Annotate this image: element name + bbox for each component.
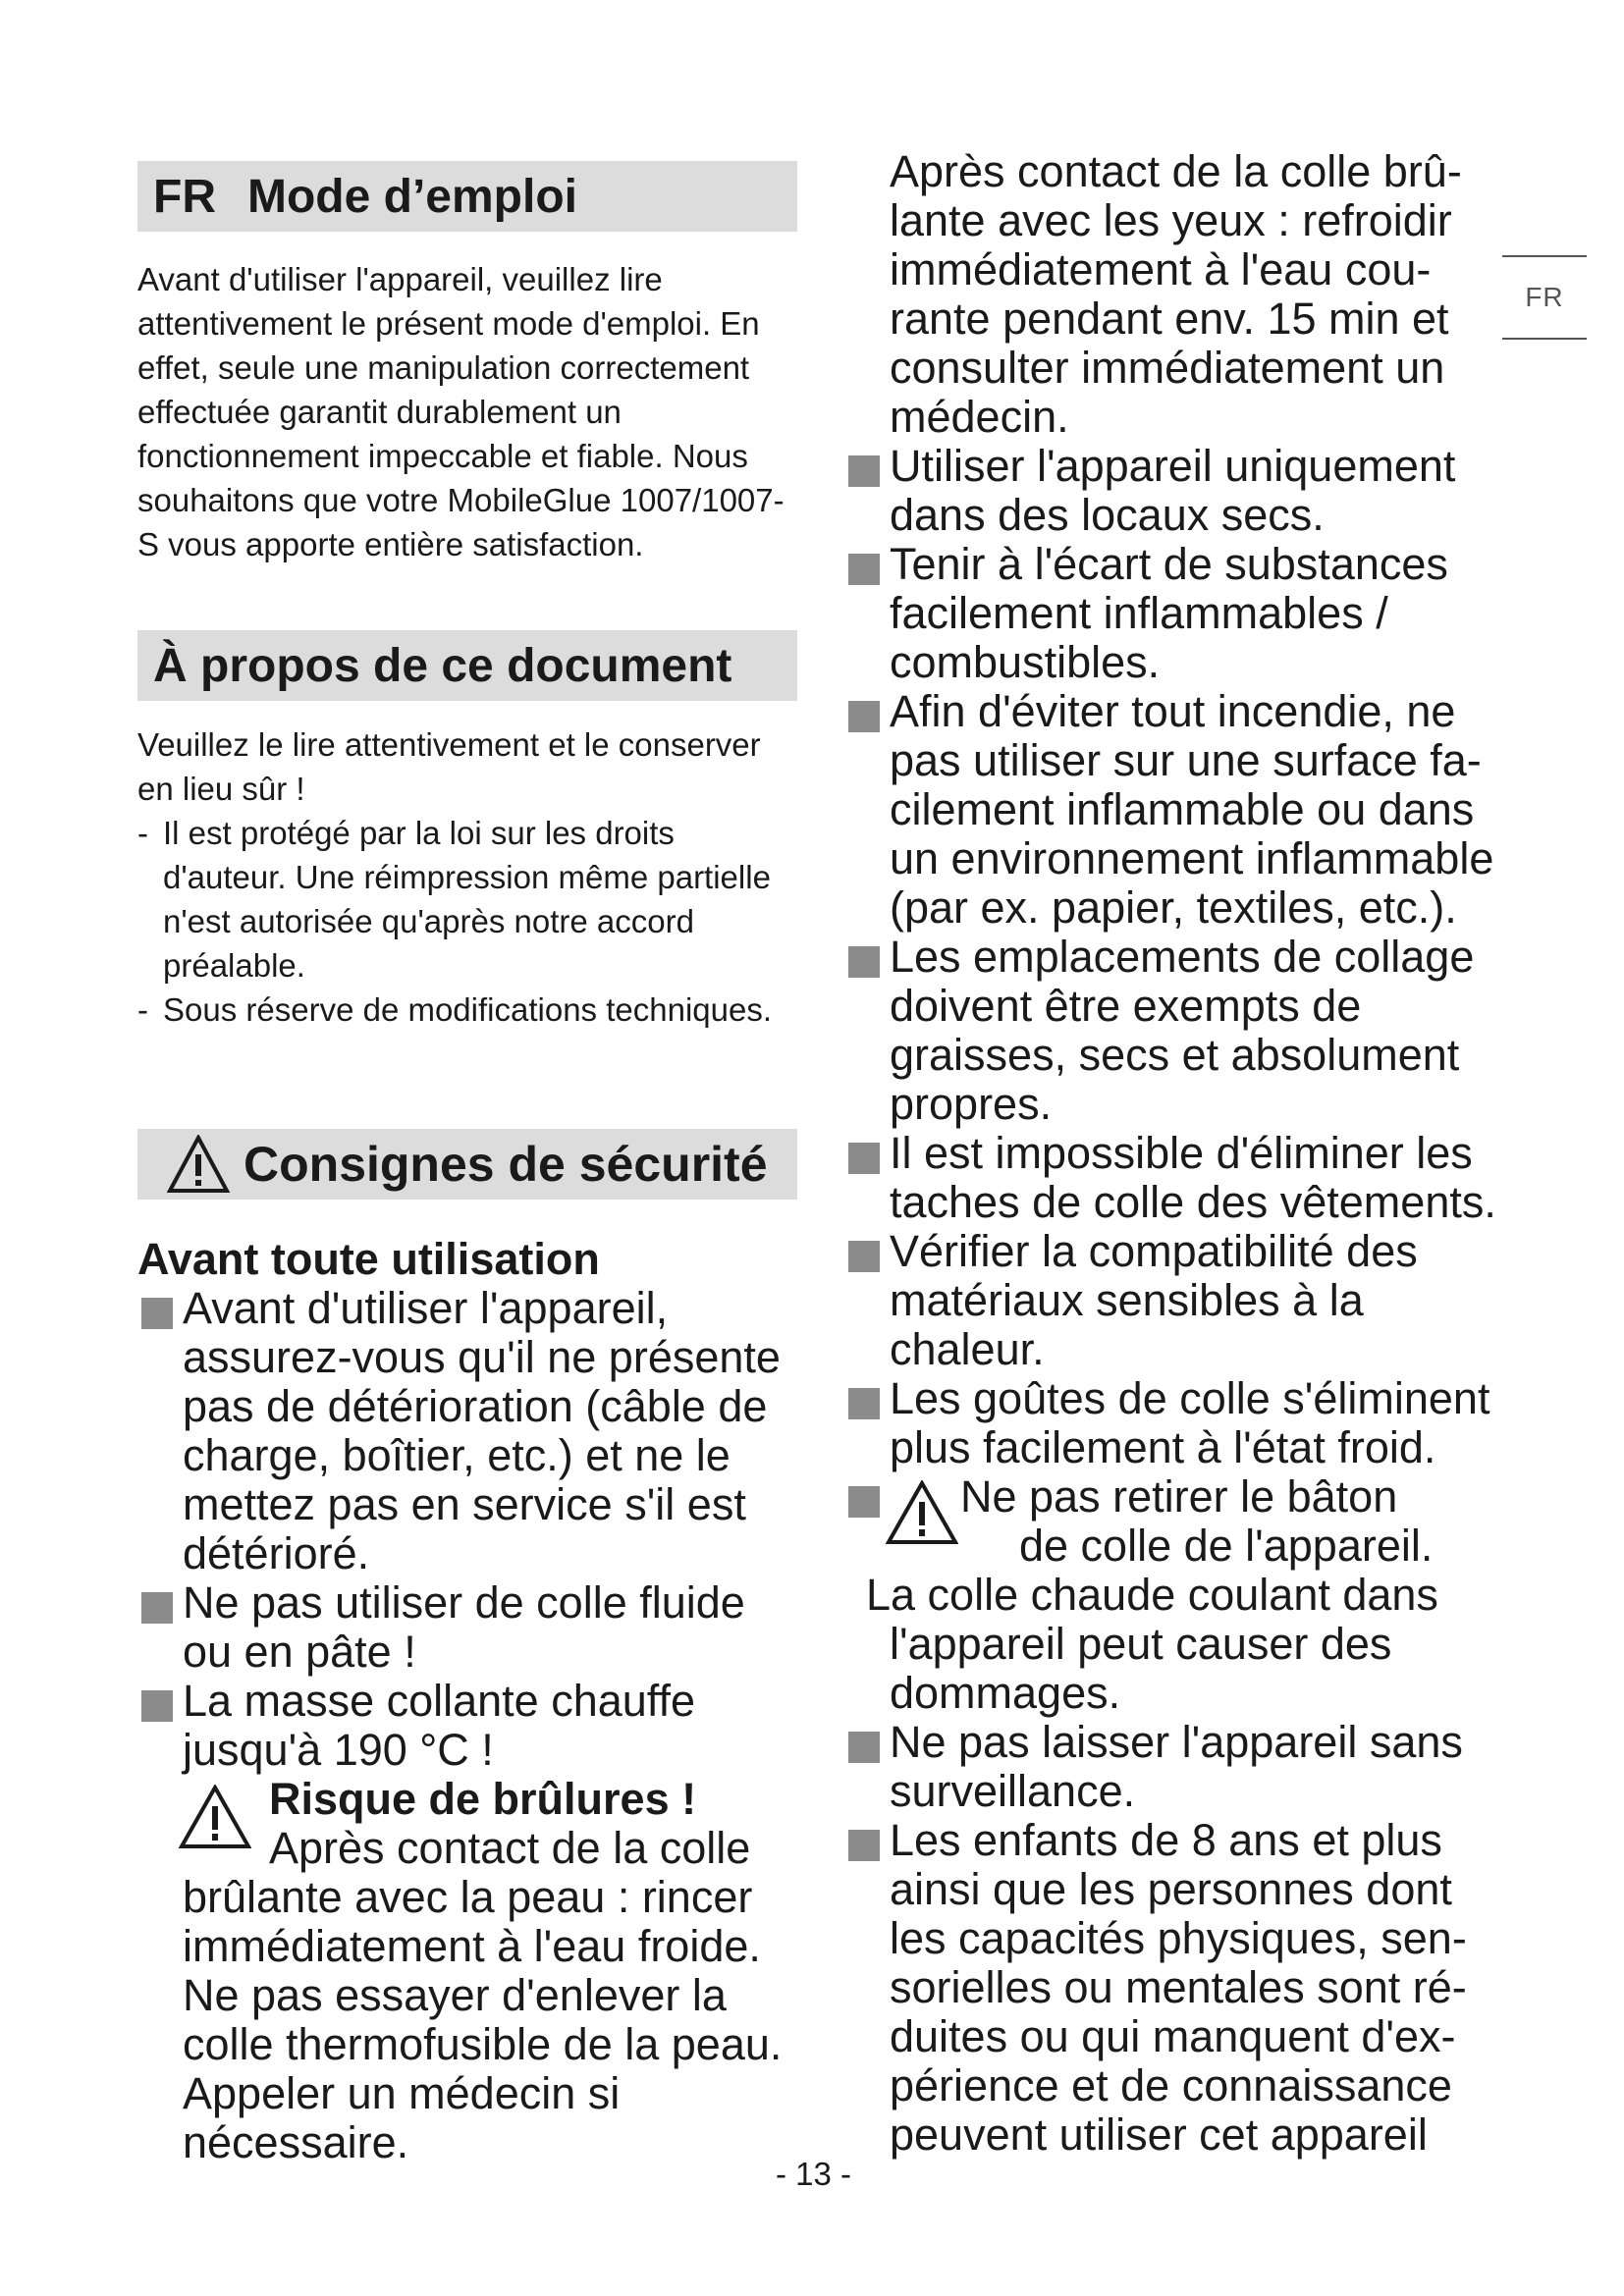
stick-warning-line1: Ne pas retirer le bâton bbox=[960, 1471, 1398, 1522]
stick-warning-line2: de colle de l'appareil. bbox=[1019, 1521, 1434, 1571]
section-safety-header bbox=[137, 1129, 797, 1200]
bullet-square-icon bbox=[848, 1732, 880, 1763]
section-mode-emploi-header bbox=[137, 161, 797, 232]
safety-right-list-a bbox=[844, 442, 1512, 1472]
about-intro: Veuillez le lire attentivement et le conserver en lieu sûr ! bbox=[137, 726, 761, 807]
language-tab bbox=[1502, 255, 1587, 340]
section-about-header bbox=[137, 630, 797, 701]
bullet-square-icon bbox=[848, 1388, 880, 1419]
safety-left-list bbox=[137, 1284, 805, 1775]
mode-emploi-intro: Avant d'utiliser l'appareil, veuillez lire attentivement le présent mode d'emploi. En effet, seule une manipulation correctement effectuée garantit durablement un fonctionnement impeccable et fiable. Nous souhaitons que votre MobileGlue 1007/1007-S vous apporte entière satisfaction. bbox=[137, 261, 785, 562]
safety-item: Ne pas utiliser de colle fluide ou en pâte ! bbox=[137, 1578, 805, 1677]
stick-warning-item bbox=[844, 1472, 1512, 1571]
stick-warning-rest: La colle chaude coulant dans l'appareil peut causer des dommages. bbox=[866, 1570, 1438, 1718]
bullet-square-icon bbox=[141, 1592, 173, 1624]
safety-item: Tenir à l'écart de substances facilement inflammables / combustibles. bbox=[844, 540, 1512, 687]
eye-contact-text: Après contact de la colle brûlante avec les yeux : refroidir immédiatement à l'eau courante pendant env. 15 min et consulter immédiatement un médecin. bbox=[890, 146, 1462, 442]
safety-item: La masse collante chauffe jusqu'à 190 °C ! bbox=[137, 1677, 805, 1775]
safety-item: Les goûtes de colle s'éliminent plus facilement à l'état froid. bbox=[844, 1374, 1512, 1472]
about-list bbox=[137, 811, 797, 1032]
section-safety-title: Consignes de sécurité bbox=[244, 1137, 768, 1192]
safety-item: Les enfants de 8 ans et plus ainsi que les personnes dont les capacités physiques, sensorielles ou mentales sont réduites ou qui manquent d'expérience et de connaissance peuvent utiliser cet appareil bbox=[844, 1816, 1512, 2160]
safety-item: Afin d'éviter tout incendie, ne pas utiliser sur une surface facilement inflammable ou dans un environnement inflammable (par ex. papier, textiles, etc.). bbox=[844, 687, 1512, 933]
burn-heading: Risque de brûlures ! bbox=[269, 1774, 697, 1824]
burn-warning-icon bbox=[179, 1785, 251, 1849]
burn-warning bbox=[137, 1775, 805, 2167]
bullet-square-icon bbox=[848, 1241, 880, 1272]
stick-warning-icon bbox=[886, 1480, 958, 1545]
safety-right-list-b bbox=[844, 1718, 1512, 2160]
section-mode-emploi-title: Mode d’emploi bbox=[246, 170, 577, 223]
safety-item: Avant d'utiliser l'appareil, assurez-vous qu'il ne présente pas de détérioration (câble de charge, boîtier, etc.) et ne le mettez pas en service s'il est détérioré. bbox=[137, 1284, 805, 1578]
bullet-square-icon bbox=[848, 946, 880, 978]
section-about-title: À propos de ce document bbox=[153, 639, 732, 692]
page-number: - 13 - bbox=[776, 2156, 852, 2192]
bullet-square-icon bbox=[848, 455, 880, 487]
about-item: - Il est protégé par la loi sur les droits d'auteur. Une réimpression même partielle n'est autorisée qu'après notre accord préalable. bbox=[137, 811, 797, 988]
bullet-square-icon bbox=[141, 1690, 173, 1722]
about-body bbox=[137, 722, 797, 1032]
safety-item: Utiliser l'appareil uniquement dans des locaux secs. bbox=[844, 442, 1512, 540]
warning-icon bbox=[167, 1135, 230, 1194]
bullet-square-icon bbox=[848, 554, 880, 585]
bullet-square-icon bbox=[848, 1486, 880, 1518]
safety-item: Ne pas laisser l'appareil sans surveillance. bbox=[844, 1718, 1512, 1816]
bullet-square-icon bbox=[848, 1830, 880, 1861]
safety-item: Vérifier la compatibilité des matériaux sensibles à la chaleur. bbox=[844, 1227, 1512, 1374]
bullet-square-icon bbox=[141, 1298, 173, 1329]
burn-text: Après contact de la colle brûlante avec la peau : rincer immédiatement à l'eau froide. Ne pas essayer d'enlever la colle thermofusible de la peau. Appeler un médecin si nécessaire. bbox=[183, 1823, 783, 2167]
bullet-square-icon bbox=[848, 701, 880, 732]
bullet-square-icon bbox=[848, 1143, 880, 1174]
safety-left-column bbox=[137, 1235, 805, 2167]
safety-subheading: Avant toute utilisation bbox=[137, 1234, 600, 1284]
about-item: - Sous réserve de modifications techniques. bbox=[137, 988, 797, 1032]
safety-right-column bbox=[844, 147, 1512, 2160]
section-mode-emploi-lang: FR bbox=[153, 170, 216, 223]
safety-item: Il est impossible d'éliminer les taches de colle des vêtements. bbox=[844, 1129, 1512, 1227]
safety-item: Les emplacements de collage doivent être exempts de graisses, secs et absolument propres. bbox=[844, 933, 1512, 1129]
language-tab-label: FR bbox=[1525, 282, 1564, 312]
